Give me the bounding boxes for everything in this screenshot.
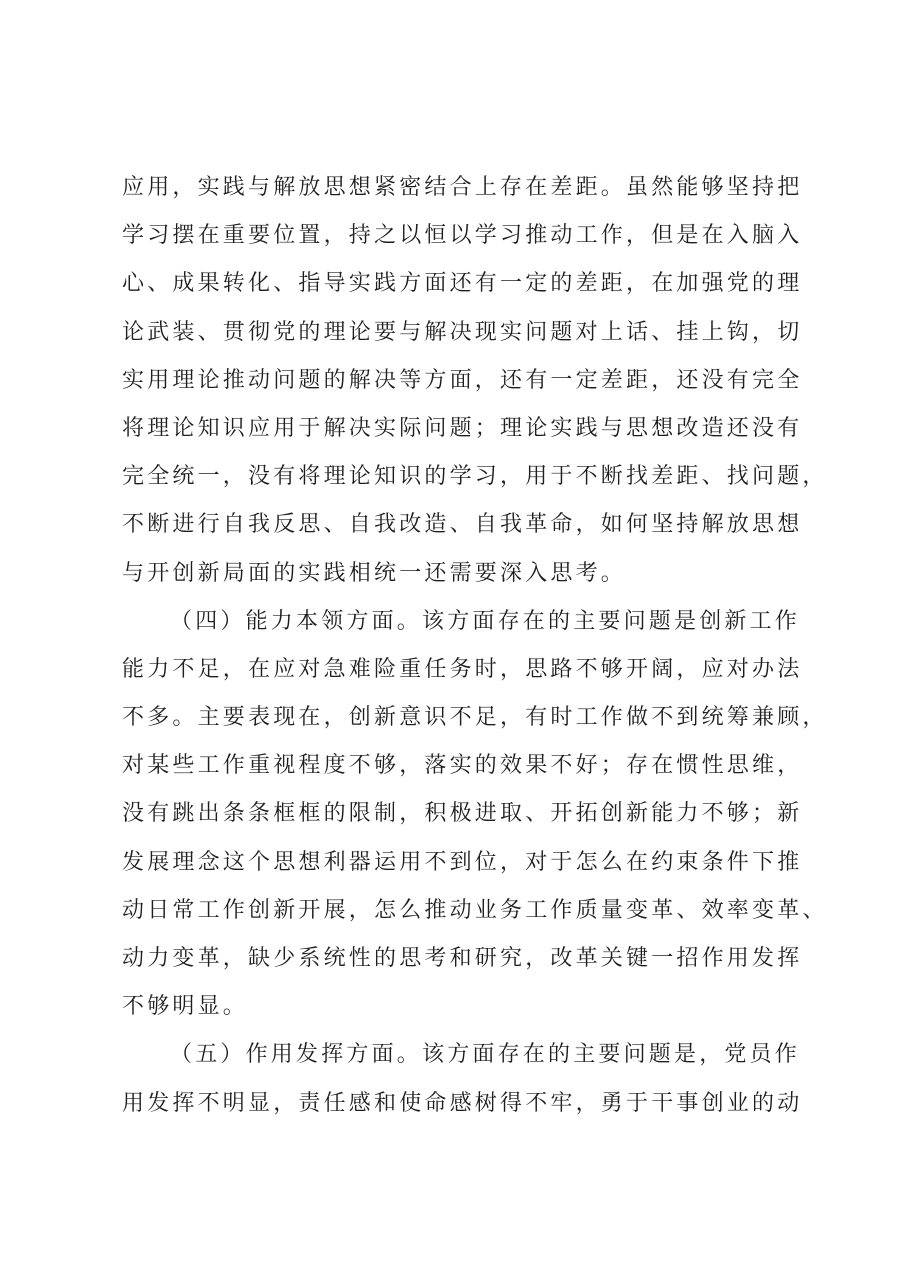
text-line: 论武装、贯彻党的理论要与解决现实问题对上话、挂上钩，切: [122, 319, 803, 345]
text-line: 用发挥不明显，责任感和使命感树得不牢，勇于干事创业的动: [122, 1090, 803, 1116]
text-line: 动力变革，缺少系统性的思考和研究，改革关键一招作用发挥: [122, 946, 803, 971]
text-line: 学习摆在重要位置，持之以恒以学习推动工作，但是在入脑入: [122, 223, 803, 249]
text-line: 将理论知识应用于解决实际问题；理论实践与思想改造还没有: [122, 415, 803, 441]
text-line: 实用理论推动问题的解决等方面，还有一定差距，还没有完全: [122, 367, 803, 393]
text-line: 对某些工作重视程度不够，落实的效果不好；存在惯性思维，: [122, 753, 803, 779]
text-line: 能力不足，在应对急难险重任务时，思路不够开阔，应对办法: [122, 656, 803, 682]
text-line: 不断进行自我反思、自我改造、自我革命，如何坚持解放思想: [122, 512, 803, 538]
section-heading-line: （四）能力本领方面。该方面存在的主要问题是创新工作: [170, 608, 801, 634]
text-line: 不多。主要表现在，创新意识不足，有时工作做不到统筹兼顾，: [122, 705, 828, 731]
text-line: 完全统一，没有将理论知识的学习，用于不断找差距、找问题，: [122, 464, 828, 490]
section-heading-line: （五）作用发挥方面。该方面存在的主要问题是，党员作: [170, 1042, 801, 1068]
text-line: 没有跳出条条框框的限制，积极进取、开拓创新能力不够；新: [122, 801, 803, 827]
text-line: 心、成果转化、指导实践方面还有一定的差距，在加强党的理: [122, 271, 803, 297]
text-line: 动日常工作创新开展，怎么推动业务工作质量变革、效率变革、: [122, 897, 828, 923]
text-line: 发展理念这个思想利器运用不到位，对于怎么在约束条件下推: [122, 849, 803, 875]
text-line: 不够明显。: [122, 994, 249, 1020]
text-line: 与开创新局面的实践相统一还需要深入思考。: [122, 560, 627, 586]
body-text: [122, 164, 828, 1128]
text-line: 应用，实践与解放思想紧密结合上存在差距。虽然能够坚持把: [122, 175, 803, 200]
